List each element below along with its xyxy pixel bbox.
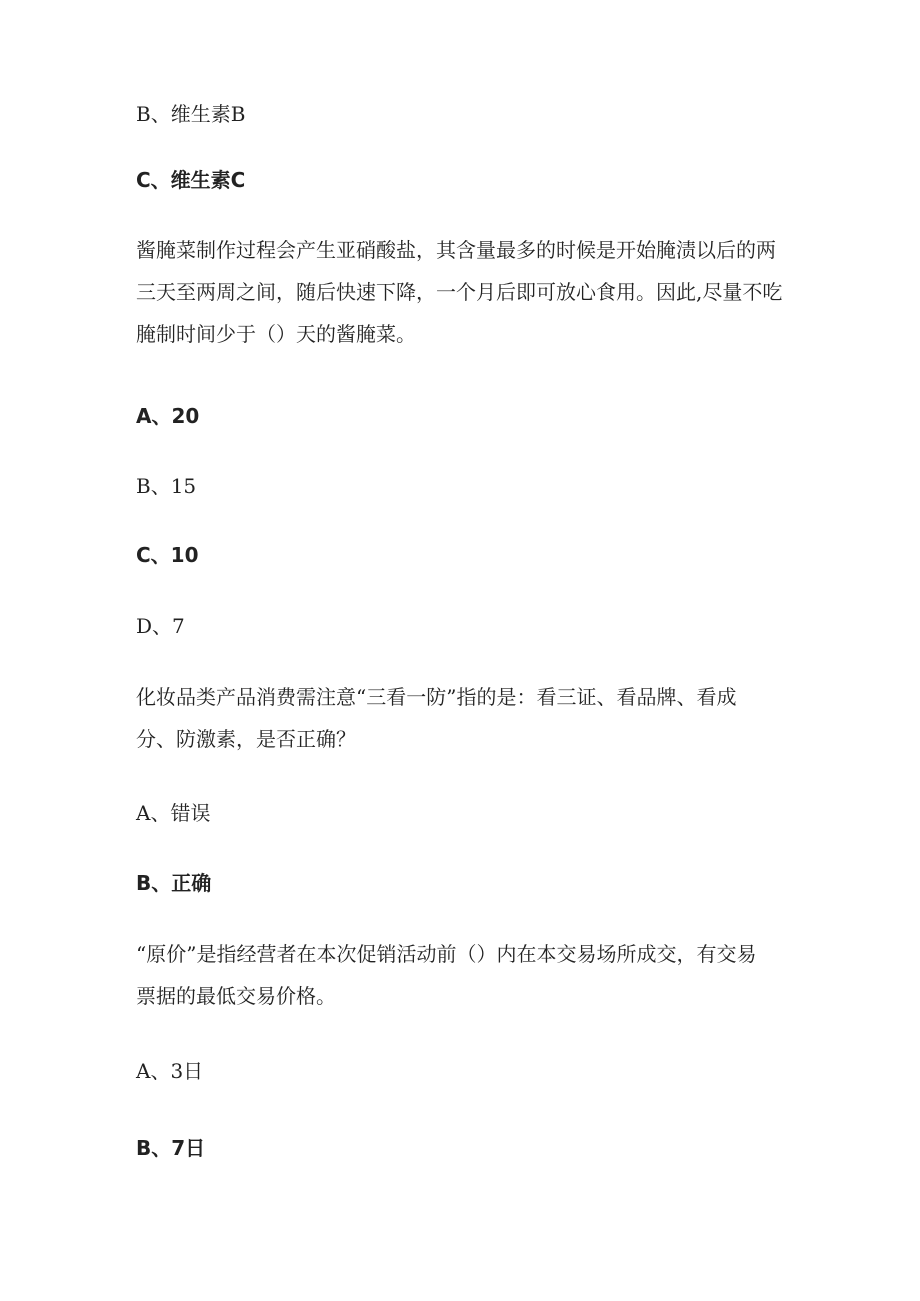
q4-question bbox=[136, 940, 796, 1024]
q2-question-line: 三天至两周之间，随后快速下降，一个月后即可放心食用。因此,尽量不吃 bbox=[136, 280, 783, 304]
q3-question bbox=[136, 683, 796, 767]
q3-question-line: 化妆品类产品消费需注意“三看一防”指的是：看三证、看品牌、看成 bbox=[136, 685, 737, 709]
q1-option-b: B、维生素B bbox=[136, 102, 246, 126]
q2-option-a: A、20 bbox=[136, 404, 200, 428]
q4-question-line: “原价”是指经营者在本次促销活动前（）内在本交易场所成交，有交易 bbox=[136, 942, 757, 966]
q2-option-b: B、15 bbox=[136, 474, 197, 498]
q4-question-line: 票据的最低交易价格。 bbox=[136, 984, 336, 1008]
q2-option-d: D、7 bbox=[136, 614, 185, 638]
q2-option-c: C、10 bbox=[136, 543, 199, 567]
q2-question-line: 酱腌菜制作过程会产生亚硝酸盐，其含量最多的时候是开始腌渍以后的两 bbox=[136, 238, 776, 262]
q3-option-b: B、正确 bbox=[136, 871, 212, 895]
q2-question bbox=[136, 236, 796, 362]
q4-option-a: A、3日 bbox=[136, 1059, 204, 1083]
q2-question-line: 腌制时间少于（）天的酱腌菜。 bbox=[136, 322, 416, 346]
q1-option-c: C、维生素C bbox=[136, 168, 246, 192]
q3-question-line: 分、防激素，是否正确？ bbox=[136, 727, 356, 751]
q3-option-a: A、错误 bbox=[136, 801, 211, 825]
q4-option-b: B、7日 bbox=[136, 1136, 206, 1160]
